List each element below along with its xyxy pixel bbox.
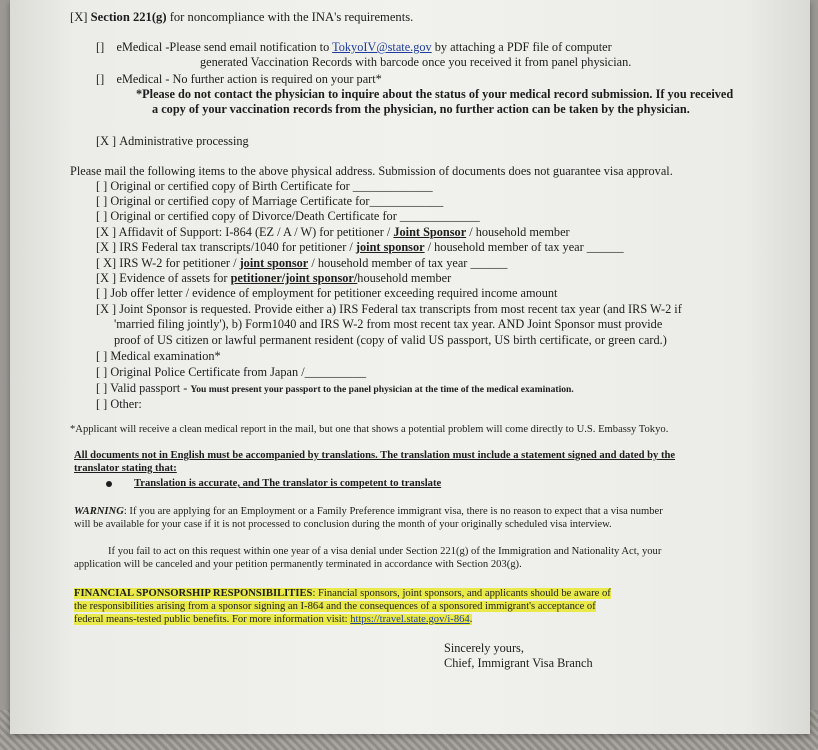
item-police-certificate: [ ] Original Police Certificate from Japan /__________: [96, 365, 367, 379]
emedical-option-1-line2: generated Vaccination Records with barcode once you received it from panel physician.: [200, 55, 632, 69]
item-valid-passport: [ ] Valid passport - You must present your passport to the panel physician at the time of the medical examination.: [96, 381, 574, 395]
medical-report-note: *Applicant will receive a clean medical report in the mail, but one that shows a potential problem will come directly to U.S. Embassy Tokyo.: [70, 424, 669, 435]
warning-line1: WARNING: If you are applying for an Employment or a Family Preference immigrant visa, there is no reason to expect that a visa number: [74, 506, 663, 517]
translation-requirement-line2: translator stating that:: [74, 463, 177, 474]
item-divorce-certificate: [ ] Original or certified copy of Divorce/Death Certificate for _____________: [96, 209, 480, 223]
financial-line2: the responsibilities arising from a sponsor signing an I-864 and the consequences of a sponsored immigrant's acceptance of: [74, 601, 596, 612]
section-label: Section 221(g): [90, 10, 167, 24]
i864-info-link[interactable]: https://travel.state.gov/i-864: [350, 614, 470, 625]
signature-title: Chief, Immigrant Visa Branch: [444, 656, 593, 670]
administrative-processing: [X ] Administrative processing: [96, 134, 249, 148]
item-affidavit-of-support: [X ] Affidavit of Support: I-864 (EZ / A / W) for petitioner / Joint Sponsor / household member: [96, 225, 570, 239]
item-irs-w2: [ X] IRS W-2 for petitioner / joint sponsor / household member of tax year ______: [96, 256, 508, 270]
item-medical-examination: [ ] Medical examination*: [96, 349, 221, 363]
item-birth-certificate: [ ] Original or certified copy of Birth Certificate for _____________: [96, 179, 433, 193]
section-221g-line: [X] Section 221(g) for noncompliance with the INA's requirements.: [70, 10, 414, 24]
financial-label: FINANCIAL SPONSORSHIP RESPONSIBILITIES: [74, 588, 313, 599]
translation-bullet: Translation is accurate, and The translator is competent to translate: [106, 477, 441, 490]
section-checkbox: [X]: [70, 10, 88, 24]
item-joint-sponsor: [X ] Joint Sponsor is requested. Provide either a) IRS Federal tax transcripts from most recent tax year (and IRS W-2 if: [96, 302, 682, 316]
item-marriage-certificate: [ ] Original or certified copy of Marriage Certificate for____________: [96, 194, 444, 208]
physician-note-line2: a copy of your vaccination records from the physician, no further action can be taken by the physician.: [152, 102, 690, 116]
tokyo-iv-email-link[interactable]: TokyoIV@state.gov: [332, 40, 432, 54]
document-page: [10, 0, 810, 734]
mail-intro: Please mail the following items to the above physical address. Submission of documents does not guarantee visa approval.: [70, 164, 673, 178]
item-joint-sponsor-line3: proof of US citizen or lawful permanent resident (copy of valid US passport, US birth certificate, or green card.): [114, 333, 667, 347]
emedical-option-2: [] eMedical - No further action is required on your part*: [96, 72, 382, 86]
financial-line3: federal means-tested public benefits. For more information visit: https://travel.state.gov/i-864.: [74, 614, 473, 625]
item-evidence-of-assets: [X ] Evidence of assets for petitioner/joint sponsor/household member: [96, 271, 452, 285]
closing: Sincerely yours,: [444, 641, 524, 655]
fail-notice-line2: application will be canceled and your petition permanently terminated in accordance with Section 203(g).: [74, 559, 522, 570]
item-irs-transcripts: [X ] IRS Federal tax transcripts/1040 for petitioner / joint sponsor / household member of tax year ______: [96, 240, 624, 254]
emedical-option-1: [] eMedical -Please send email notification to TokyoIV@state.gov by attaching a PDF file of computer: [96, 40, 612, 54]
item-other: [ ] Other:: [96, 397, 142, 411]
physician-note-line1: *Please do not contact the physician to inquire about the status of your medical record submission. If you received: [136, 87, 734, 101]
fail-notice-line1: If you fail to act on this request within one year of a visa denial under Section 221(g) of the Immigration and Nationality Act, your: [108, 546, 662, 557]
item-job-offer: [ ] Job offer letter / evidence of employment for petitioner exceeding required income amount: [96, 286, 558, 300]
item-joint-sponsor-line2: 'married filing jointly'), b) Form1040 and IRS W-2 from most recent tax year. AND Joint Sponsor must provide: [114, 317, 663, 331]
financial-line1: FINANCIAL SPONSORSHIP RESPONSIBILITIES: Financial sponsors, joint sponsors, and applicants should be aware of: [74, 588, 611, 599]
warning-label: WARNING: [74, 506, 124, 517]
warning-line2: will be available for your case if it is not processed to conclusion during the month of your originally scheduled visa interview.: [74, 519, 612, 530]
bullet-icon: [106, 481, 112, 487]
translation-requirement-line1: All documents not in English must be accompanied by translations. The translation must include a statement signed and dated by the: [74, 450, 676, 461]
